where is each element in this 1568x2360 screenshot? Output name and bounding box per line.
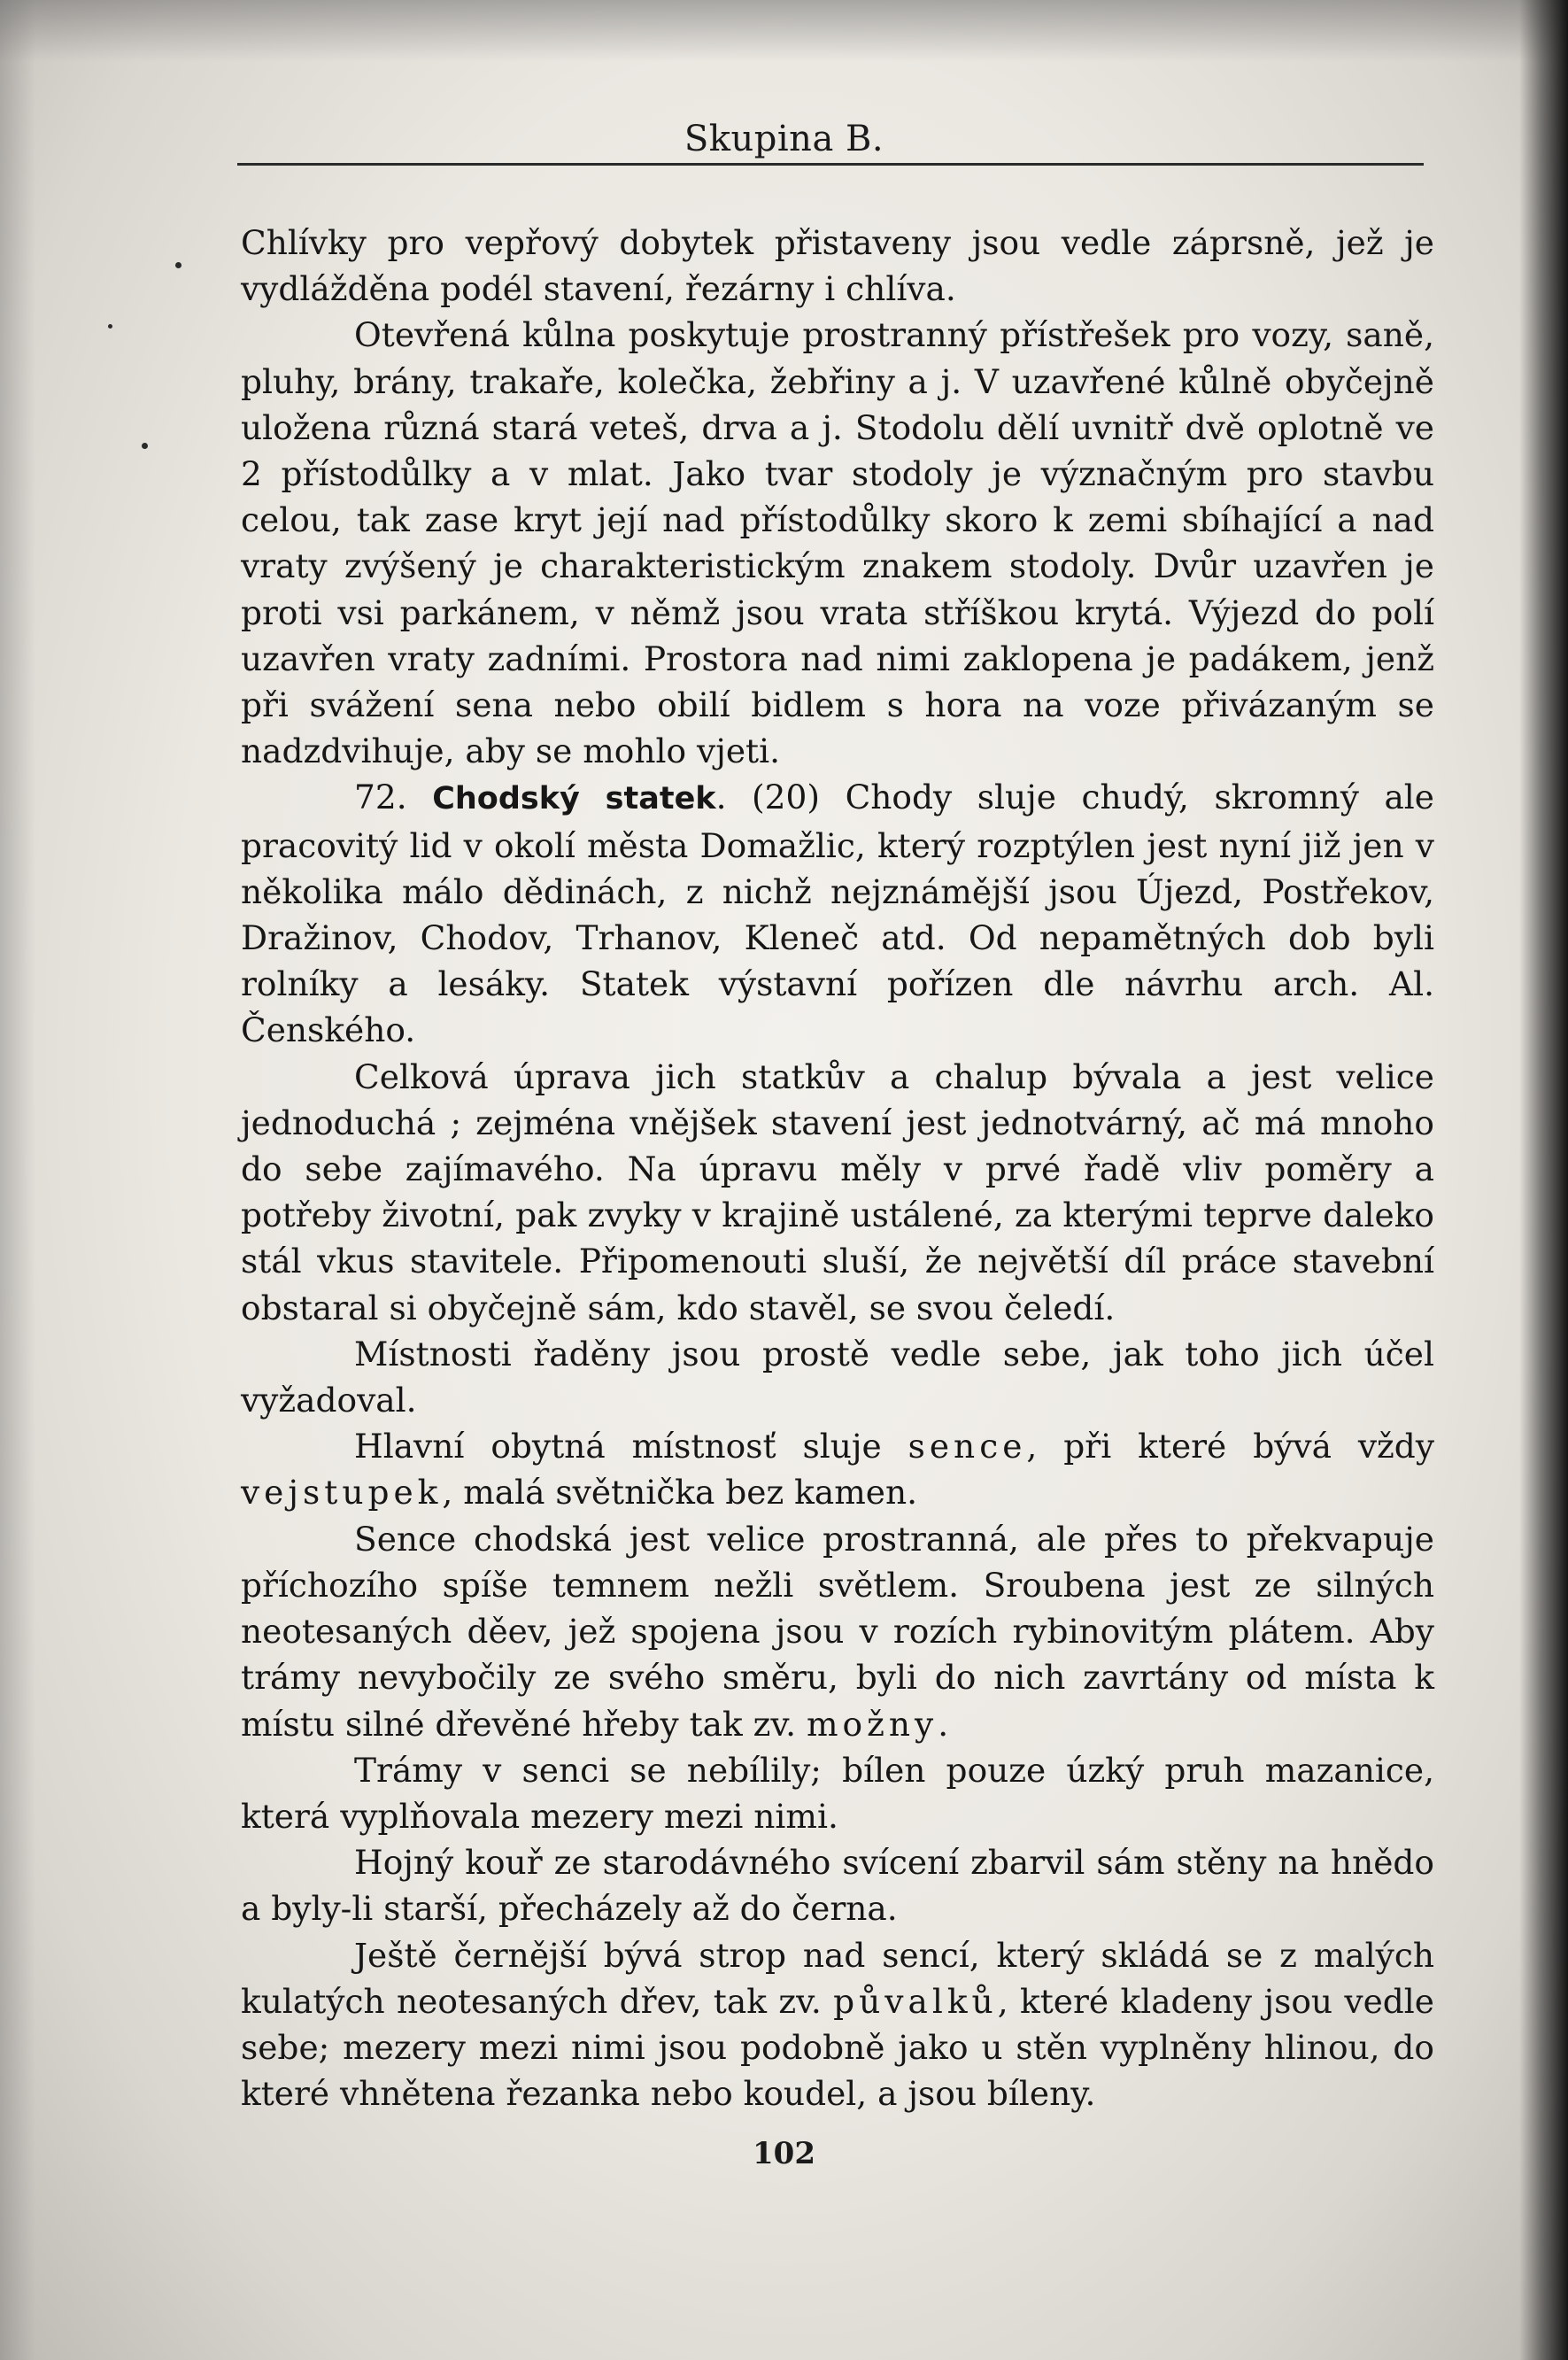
text-run: .: [938, 1704, 949, 1744]
spaced-term: vejstupek: [241, 1473, 443, 1513]
paragraph-p3: [241, 774, 1434, 1053]
scan-speck: [175, 262, 182, 268]
text-run: Sence chodská jest velice prostranná, ale přes to překvapuje příchozího spíše temnem nežli světlem. Sroubena jest ze silných neotesaných děev, jež spojena jsou v rozích rybinovitým plátem. Aby trámy nevybočily ze svého směru, byli do nich zavrtány od místa k místu silné dřevěné hřeby tak zv.: [241, 1519, 1434, 1744]
running-head: Skupina B.: [684, 119, 884, 159]
text-run: Otevřená kůlna poskytuje prostranný přístřešek pro vozy, saně, pluhy, brány, trakaře, kolečka, žebřiny a j. V uzavřené kůlně obyčejně uložena různá stará veteš, drva a j. Stodolu dělí uvnitř dvě oplotně ve 2 přístodůlky a v mlat. Jako tvar stodoly je význačným pro stavbu celou, tak zase kryt její nad přístodůlky skoro k zemi sbíhající a nad vraty zvýšený je charakteristickým znakem stodoly. Dvůr uzavřen je proti vsi parkánem, v němž jsou vrata stříškou krytá. Výjezd do polí uzavřen vraty zadními. Prostora nad nimi zaklopena je padákem, jenž při svážení sena nebo obilí bidlem s hora na voze přivázaným se nadzdvihuje, aby se mohlo vjeti.: [241, 315, 1434, 771]
body-text: [241, 220, 1434, 2116]
page-left-shadow: [0, 0, 35, 2360]
text-run: Trámy v senci se nebílily; bílen pouze úzký pruh mazanice, která vyplňovala mezery mezi nimi.: [241, 1750, 1434, 1836]
text-run: Hojný kouř ze starodávného svícení zbarvil sám stěny na hnědo a byly-li starší, přecházely až do černa.: [241, 1843, 1434, 1929]
paragraph-p7: [241, 1516, 1434, 1747]
text-run: , malá světnička bez kamen.: [442, 1473, 918, 1513]
page-number: 102: [753, 2136, 815, 2171]
text-run: , při které bývá vždy: [1026, 1427, 1435, 1466]
paragraph-p9: [241, 1839, 1434, 1931]
text-run: , které kladeny jsou vedle sebe; mezery mezi nimi jsou podobně jako u stěn vyplněny hlinou, do které vhnětena řezanka nebo koudel, a jsou bíleny.: [241, 1981, 1434, 2114]
section-heading: Chodský statek: [432, 781, 716, 817]
paragraph-p5: [241, 1331, 1434, 1423]
text-run: Ještě černější bývá strop nad sencí, který skládá se z malých kulatých neotesaných dřev, tak zv.: [241, 1935, 1434, 2021]
spaced-term: sence: [908, 1427, 1027, 1466]
paragraph-p2: [241, 312, 1434, 774]
text-run: 72.: [354, 778, 433, 817]
header-rule: [237, 163, 1424, 166]
page-right-edge-shadow: [1519, 0, 1568, 2360]
page-top-shadow: [0, 0, 1568, 62]
paragraph-p6: [241, 1423, 1434, 1515]
scan-speck: [142, 443, 148, 449]
text-run: . (20) Chody sluje chudý, skromný ale pracovitý lid v okolí města Domažlic, který rozptýlen jest nyní již jen v několika málo dědinách, z nichž nejznámější jsou Újezd, Postřekov, Dražinov, Chodov, Trhanov, Kleneč atd. Od nepamětných dob byli rolníky a lesáky. Statek výstavní pořízen dle návrhu arch. Al. Čenského.: [241, 778, 1434, 1050]
text-run: Chlívky pro vepřový dobytek přistaveny jsou vedle záprsně, jež je vydlážděna podél stavení, řezárny i chlíva.: [241, 223, 1434, 309]
paragraph-p1: [241, 220, 1434, 312]
spaced-term: možny: [806, 1704, 938, 1744]
paragraph-p8: [241, 1747, 1434, 1839]
text-run: Místnosti řaděny jsou prostě vedle sebe, jak toho jich účel vyžadoval.: [241, 1334, 1434, 1420]
paragraph-p10: [241, 1932, 1434, 2117]
text-run: Hlavní obytná místnosť sluje: [354, 1427, 908, 1466]
text-run: Celková úprava jich statkův a chalup bývala a jest velice jednoduchá ; zejména vnějšek stavení jest jednotvárný, ač má mnoho do sebe zajímavého. Na úpravu měly v prvé řadě vliv poměry a potřeby životní, pak zvyky v krajině ustálené, za kterými teprve daleko stál vkus stavitele. Připomenouti sluší, že největší díl práce stavební obstaral si obyčejně sám, kdo stavěl, se svou čeledí.: [241, 1056, 1434, 1327]
scan-speck: [108, 324, 112, 329]
spaced-term: půvalků: [833, 1981, 998, 2021]
paragraph-p4: [241, 1054, 1434, 1331]
